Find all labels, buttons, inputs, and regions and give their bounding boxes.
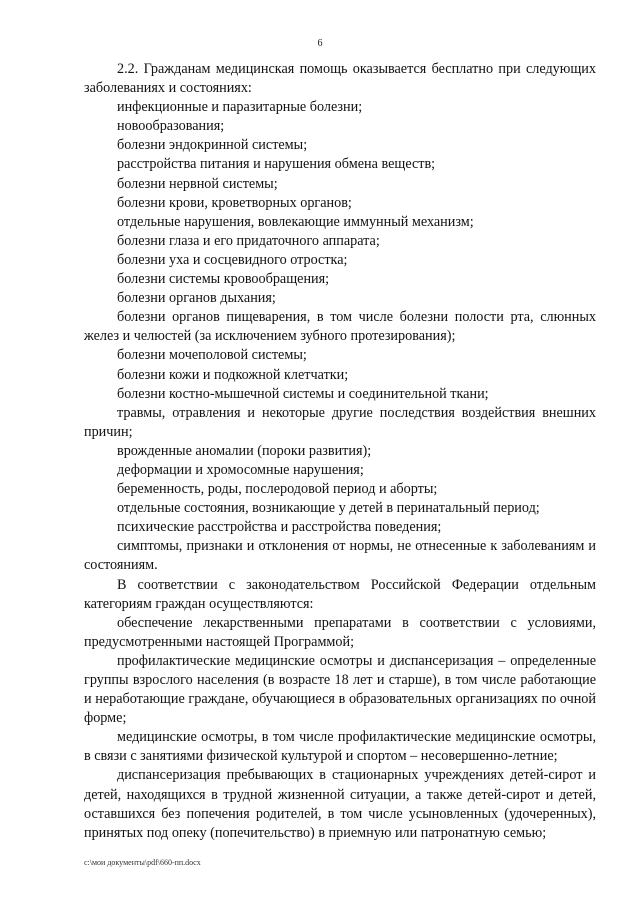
paragraph: болезни мочеполовой системы; [117, 347, 307, 364]
paragraph: 2.2. Гражданам медицинская помощь оказывается бесплатно при следующих заболеваниях и состояниях: [84, 61, 596, 97]
document-body [84, 60, 596, 843]
paragraph: болезни кожи и подкожной клетчатки; [117, 366, 349, 383]
paragraph: новообразования; [117, 118, 225, 135]
paragraph: деформации и хромосомные нарушения; [117, 461, 364, 478]
paragraph: врожденные аномалии (пороки развития); [117, 442, 372, 459]
paragraph: расстройства питания и нарушения обмена веществ; [117, 156, 436, 173]
paragraph: болезни системы кровообращения; [117, 271, 330, 288]
paragraph: психические расстройства и расстройства поведения; [117, 519, 442, 536]
paragraph: болезни уха и сосцевидного отростка; [117, 251, 348, 268]
paragraph: отдельные состояния, возникающие у детей в перинатальный период; [117, 500, 540, 517]
paragraph: обеспечение лекарственными препаратами в соответствии с условиями, предусмотренными настоящей Программой; [84, 614, 596, 650]
paragraph: болезни крови, кроветворных органов; [117, 194, 352, 211]
paragraph: болезни нервной системы; [117, 175, 278, 192]
paragraph: болезни костно-мышечной системы и соединительной ткани; [117, 385, 489, 402]
paragraph: болезни глаза и его придаточного аппарата; [117, 232, 380, 249]
paragraph: травмы, отравления и некоторые другие последствия воздействия внешних причин; [84, 404, 596, 440]
footer-file-path: c:\мои документы\pdf\660-пп.docx [84, 858, 201, 867]
paragraph: инфекционные и паразитарные болезни; [117, 99, 363, 116]
paragraph: болезни эндокринной системы; [117, 137, 308, 154]
page-number: 6 [317, 38, 323, 49]
paragraph: профилактические медицинские осмотры и диспансеризация – определенные группы взрослого населения (в возрасте 18 лет и старше), в том числе работающие и неработающие граждане, обучающиеся в образовательных организациях по очной форме; [84, 652, 596, 727]
paragraph: болезни органов пищеварения, в том числе болезни полости рта, слюнных желез и челюстей (за исключением зубного протезирования); [84, 309, 596, 345]
paragraph: беременность, роды, послеродовой период и аборты; [117, 481, 438, 498]
paragraph: медицинские осмотры, в том числе профилактические медицинские осмотры, в связи с занятиями физической культурой и спортом – несовершенно-летние; [84, 729, 596, 765]
paragraph: симптомы, признаки и отклонения от нормы, не отнесенные к заболеваниям и состояниям. [84, 538, 596, 574]
paragraph: болезни органов дыхания; [117, 290, 276, 307]
paragraph: отдельные нарушения, вовлекающие иммунный механизм; [117, 213, 474, 230]
paragraph: диспансеризация пребывающих в стационарных учреждениях детей-сирот и детей, находящихся в трудной жизненной ситуации, а также детей-сирот и детей, оставшихся без попечения родителей, в том числе усыновленных (удочеренных), принятых под опеку (попечительство) в приемную или патронатную семью; [84, 767, 596, 841]
paragraph: В соответствии с законодательством Российской Федерации отдельным категориям граждан осуществляются: [84, 576, 596, 612]
